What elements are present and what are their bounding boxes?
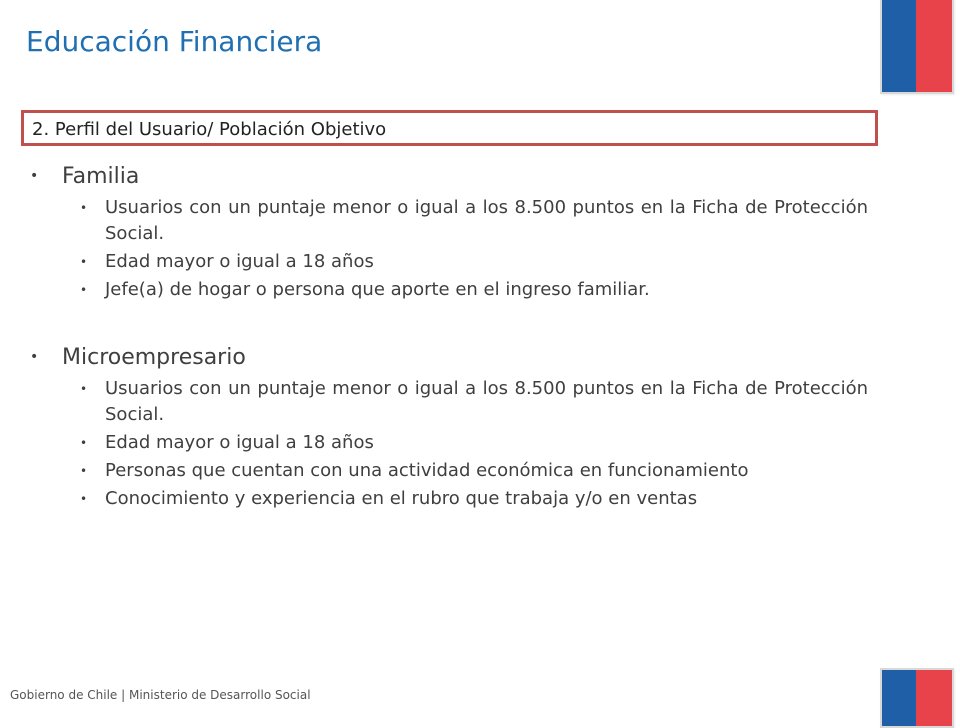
flag-red-stripe	[916, 0, 952, 92]
page-title: Educación Financiera	[26, 25, 323, 58]
group-title-microempresario	[30, 341, 868, 374]
flag-red-stripe	[916, 670, 952, 726]
list-item-text: Personas que cuentan con una actividad económica en funcionamiento	[105, 460, 749, 481]
list-item-text: Conocimiento y experiencia en el rubro que trabaja y/o en ventas	[105, 488, 698, 509]
bullet-icon: •	[30, 168, 39, 184]
list-item	[30, 195, 868, 247]
bullet-icon: •	[80, 255, 88, 269]
chile-flag-logo-bottom	[880, 668, 954, 728]
sub-list-familia	[30, 195, 868, 303]
sub-list-microempresario	[30, 376, 868, 512]
group-microempresario	[30, 341, 868, 512]
list-item	[30, 376, 868, 428]
bullet-icon: •	[30, 349, 39, 365]
group-familia	[30, 160, 868, 303]
bullet-icon: •	[80, 436, 88, 450]
list-item-text: Jefe(a) de hogar o persona que aporte en el ingreso familiar.	[105, 279, 650, 300]
bullet-icon: •	[80, 201, 88, 215]
list-item	[30, 277, 868, 303]
list-item	[30, 486, 868, 512]
group-title-text: Familia	[62, 164, 140, 189]
content-area	[30, 160, 868, 512]
section-header-text: 2. Perfil del Usuario/ Población Objetivo	[32, 119, 387, 140]
list-item	[30, 249, 868, 275]
chile-flag-logo-top	[880, 0, 954, 94]
list-item-text: Usuarios con un puntaje menor o igual a los 8.500 puntos en la Ficha de Protección Social.	[105, 378, 868, 425]
section-header-box	[21, 110, 878, 146]
list-item-text: Edad mayor o igual a 18 años	[105, 251, 374, 272]
footer-text: Gobierno de Chile | Ministerio de Desarrollo Social	[10, 688, 311, 702]
group-title-text: Microempresario	[62, 345, 246, 370]
list-item	[30, 458, 868, 484]
bullet-icon: •	[80, 492, 88, 506]
flag-blue-stripe	[882, 0, 916, 92]
bullet-icon: •	[80, 382, 88, 396]
bullet-icon: •	[80, 283, 88, 297]
sub-list-container	[30, 195, 868, 303]
list-item-text: Edad mayor o igual a 18 años	[105, 432, 374, 453]
group-title-familia	[30, 160, 868, 193]
list-item	[30, 430, 868, 456]
bullet-icon: •	[80, 464, 88, 478]
sub-list-container	[30, 376, 868, 512]
list-item-text: Usuarios con un puntaje menor o igual a los 8.500 puntos en la Ficha de Protección Social.	[105, 197, 868, 244]
flag-blue-stripe	[882, 670, 916, 726]
